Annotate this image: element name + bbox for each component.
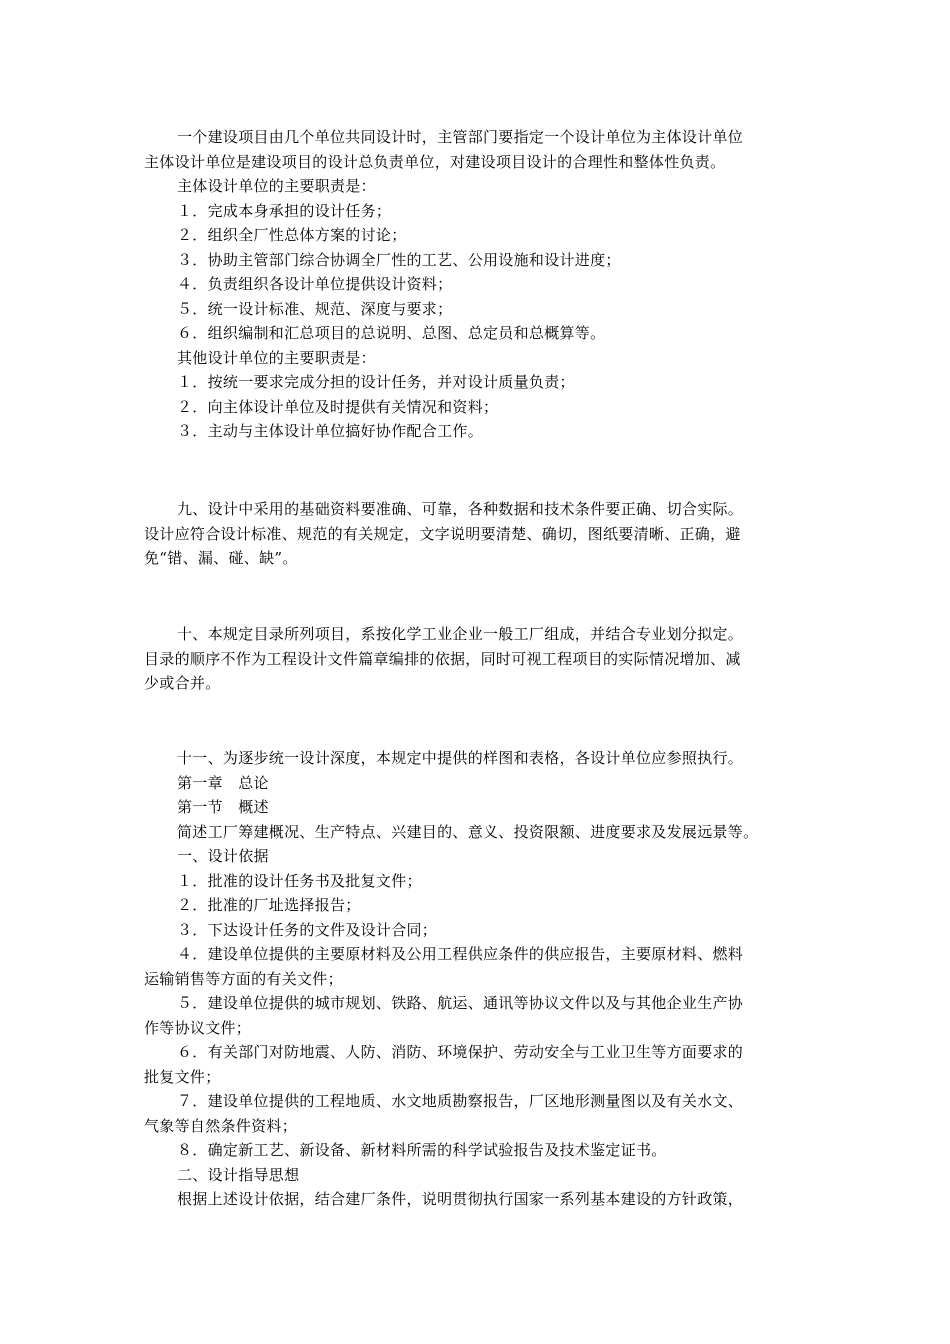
- text-line: １．完成本身承担的设计任务；: [177, 201, 392, 220]
- text-line: 主体设计单位是建设项目的设计总负责单位，对建设项目设计的合理性和整体性负责。: [144, 152, 726, 171]
- text-line: 免“错、漏、碰、缺”。: [144, 549, 298, 567]
- text-line: 第一节 概述: [177, 798, 269, 816]
- text-line: ４．建设单位提供的主要原材料及公用工程供应条件的供应报告，主要原材料、燃料: [177, 945, 744, 963]
- text-line: 主体设计单位的主要职责是：: [177, 177, 376, 195]
- text-line: 十一、为逐步统一设计深度，本规定中提供的样图和表格，各设计单位应参照执行。: [177, 749, 744, 767]
- text-line: 批复文件；: [144, 1067, 221, 1086]
- paragraph-item-nine: [144, 497, 812, 571]
- text-line: ３．协助主管部门综合协调全厂性的工艺、公用设施和设计进度；: [177, 250, 621, 269]
- text-line: 其他设计单位的主要职责是：: [177, 348, 376, 367]
- text-line: 二、设计指导思想: [177, 1165, 300, 1184]
- text-line: 设计应符合设计标准、规范的有关规定，文字说明要清楚、确切，图纸要清晰、正确，避: [144, 524, 741, 543]
- text-line: ２．组织全厂性总体方案的讨论；: [177, 226, 407, 244]
- text-line: ６．组织编制和汇总项目的总说明、总图、总定员和总概算等。: [177, 324, 606, 342]
- text-line: ８．确定新工艺、新设备、新材料所需的科学试验报告及技术鉴定证书。: [177, 1141, 667, 1159]
- text-line: ２．批准的厂址选择报告；: [177, 896, 361, 914]
- text-line: 目录的顺序不作为工程设计文件篇章编排的依据，同时可视工程项目的实际情况增加、减: [144, 649, 741, 668]
- text-line: ７．建设单位提供的工程地质、水文地质勘察报告，厂区地形测量图以及有关水文、: [177, 1092, 744, 1110]
- text-line: 作等协议文件；: [144, 1018, 252, 1037]
- text-line: 一、设计依据: [177, 847, 269, 865]
- text-line: ６．有关部门对防地震、人防、消防、环境保护、劳动安全与工业卫生等方面要求的: [177, 1043, 744, 1061]
- text-line: 运输销售等方面的有关文件；: [144, 969, 343, 988]
- paragraph-item-eleven: [144, 746, 812, 1212]
- text-line: 九、设计中采用的基础资料要准确、可靠，各种数据和技术条件要正确、切合实际。: [177, 500, 744, 518]
- text-line: １．按统一要求完成分担的设计任务，并对设计质量负责；: [177, 373, 575, 391]
- text-line: 根据上述设计依据，结合建厂条件，说明贯彻执行国家一系列基本建设的方针政策，: [177, 1190, 744, 1208]
- text-line: 少或合并。: [144, 674, 221, 692]
- text-line: 一个建设项目由几个单位共同设计时，主管部门要指定一个设计单位为主体设计单位: [177, 128, 744, 146]
- text-line: ５．建设单位提供的城市规划、铁路、航运、通讯等协议文件以及与其他企业生产协: [177, 994, 744, 1012]
- text-line: ５．统一设计标准、规范、深度与要求；: [177, 299, 453, 318]
- text-line: ３．下达设计任务的文件及设计合同；: [177, 920, 438, 939]
- text-line: 气象等自然条件资料；: [144, 1116, 298, 1135]
- paragraph-primary-design-unit: [144, 125, 812, 444]
- text-line: 十、本规定目录所列项目，系按化学工业企业一般工厂组成，并结合专业划分拟定。: [177, 625, 744, 643]
- text-line: １．批准的设计任务书及批复文件；: [177, 871, 422, 890]
- text-line: ２．向主体设计单位及时提供有关情况和资料；: [177, 397, 499, 416]
- text-line: 第一章 总论: [177, 773, 269, 792]
- paragraph-item-ten: [144, 622, 812, 696]
- text-line: ３．主动与主体设计单位搞好协作配合工作。: [177, 422, 484, 440]
- text-line: 简述工厂筹建概况、生产特点、兴建目的、意义、投资限额、进度要求及发展远景等。: [177, 822, 759, 841]
- text-line: ４．负责组织各设计单位提供设计资料；: [177, 275, 453, 293]
